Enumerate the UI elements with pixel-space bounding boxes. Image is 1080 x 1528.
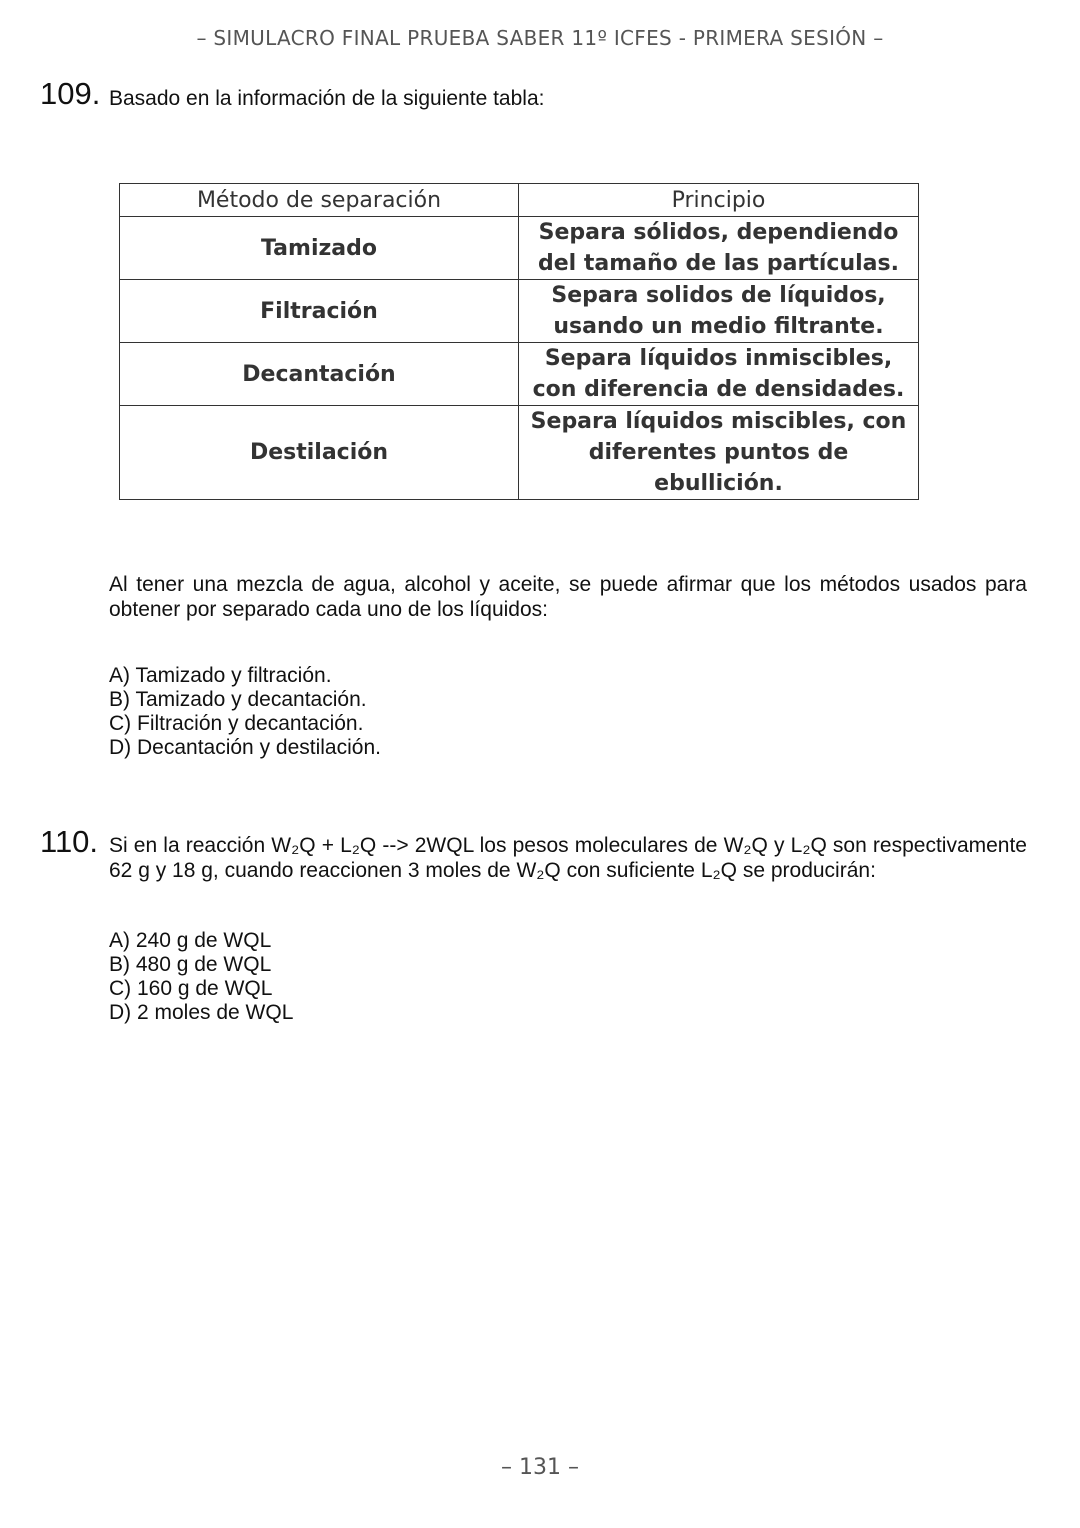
table-row — [120, 343, 919, 406]
option-d[interactable]: D) Decantación y destilación. — [109, 736, 381, 759]
table-row — [120, 280, 919, 343]
page-header: – SIMULACRO FINAL PRUEBA SABER 11º ICFES - PRIMERA SESIÓN – — [196, 26, 884, 50]
question-110-text: Si en la reacción W₂Q + L₂Q --> 2WQL los pesos moleculares de W₂Q y L₂Q son respectivamente 62 g y 18 g, cuando reaccionen 3 moles de W₂Q con suficiente L₂Q se producirán: — [109, 834, 1027, 882]
table-row — [120, 406, 919, 500]
question-number-110: 110. — [40, 824, 99, 859]
question-number-109: 109. — [40, 76, 101, 111]
option-b[interactable]: B) 480 g de WQL — [109, 953, 272, 976]
option-a[interactable]: A) Tamizado y filtración. — [109, 664, 332, 687]
table-cell-principle: Separa sólidos, dependiendo del tamaño de las partículas. — [519, 217, 919, 280]
table-cell-principle: Separa solidos de líquidos, usando un medio filtrante. — [519, 280, 919, 343]
table-cell-method: Tamizado — [120, 217, 519, 280]
table-cell-principle: Separa líquidos inmiscibles, con diferencia de densidades. — [519, 343, 919, 406]
question-109-text: Al tener una mezcla de agua, alcohol y aceite, se puede afirmar que los métodos usados para obtener por separado cada uno de los líquidos: — [109, 573, 1027, 621]
table-header-row — [120, 184, 919, 217]
option-a[interactable]: A) 240 g de WQL — [109, 929, 272, 952]
page-number: – 131 – — [501, 1455, 579, 1480]
option-c[interactable]: C) Filtración y decantación. — [109, 712, 364, 735]
table-row — [120, 217, 919, 280]
table-header-principle: Principio — [519, 184, 919, 217]
option-d[interactable]: D) 2 moles de WQL — [109, 1001, 294, 1024]
table-header-method: Método de separación — [120, 184, 519, 217]
question-109-options — [109, 664, 381, 760]
question-110-options — [109, 929, 293, 1025]
table-cell-method: Destilación — [120, 406, 519, 500]
question-109-intro: Basado en la información de la siguiente tabla: — [109, 87, 545, 110]
table-cell-method: Decantación — [120, 343, 519, 406]
option-c[interactable]: C) 160 g de WQL — [109, 977, 273, 1000]
table-cell-principle: Separa líquidos miscibles, con diferentes puntos de ebullición. — [519, 406, 919, 500]
option-b[interactable]: B) Tamizado y decantación. — [109, 688, 367, 711]
table-cell-method: Filtración — [120, 280, 519, 343]
separation-methods-table — [119, 183, 919, 500]
